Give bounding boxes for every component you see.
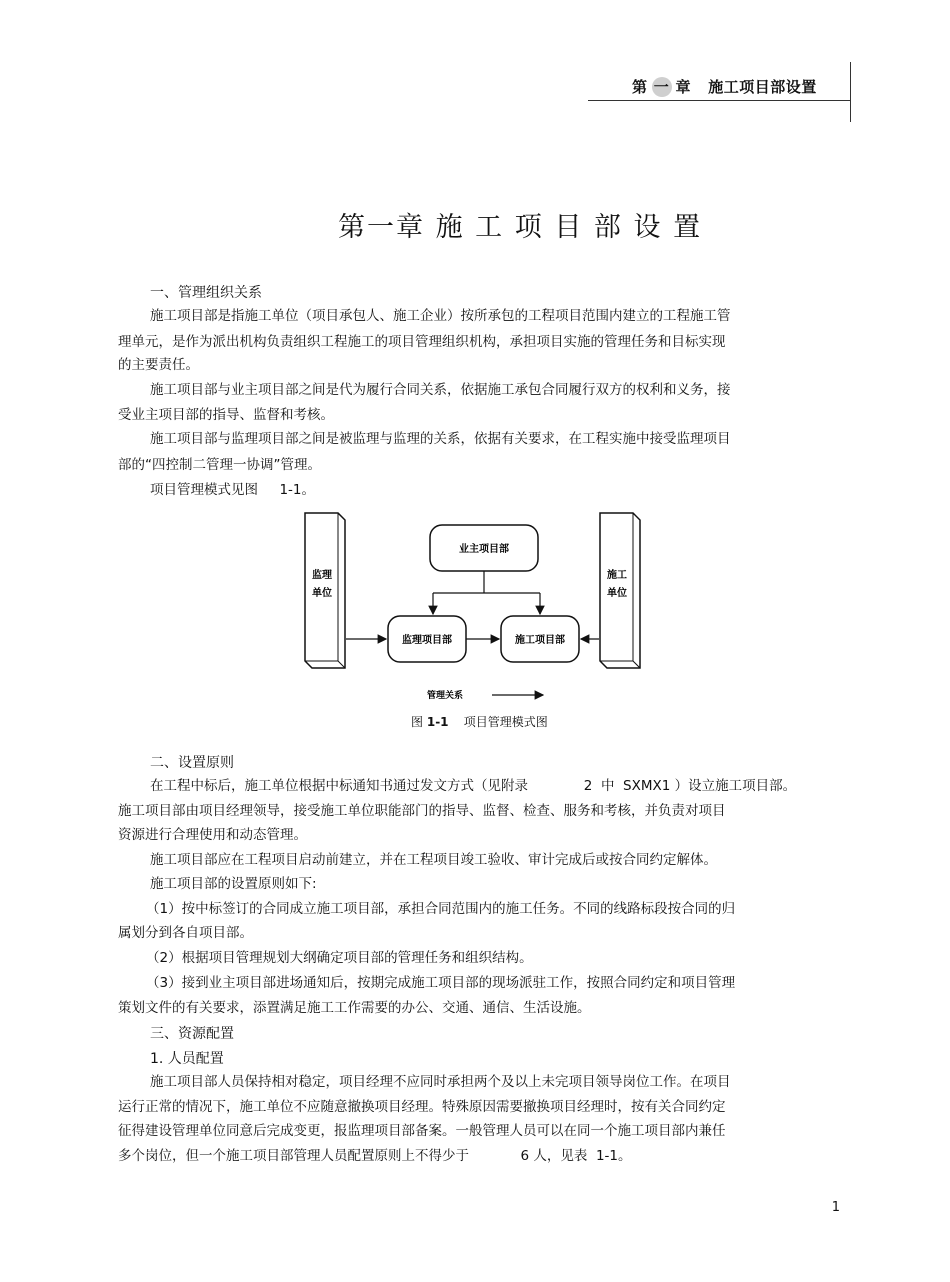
- owner-project-dept-box: [430, 525, 538, 571]
- header-chapter-number: 一: [652, 77, 672, 97]
- figure-caption-number: 1-1: [426, 715, 449, 729]
- paragraph-line: 施工项目部由项目经理领导，接受施工单位职能部门的指导、监督、检查、服务和考核，并负责对项目: [118, 803, 726, 819]
- diagram-legend-label: 管理关系: [426, 691, 463, 701]
- paragraph-line: 资源进行合理使用和动态管理。: [118, 827, 307, 843]
- supervision-unit-label-2: 单位: [312, 588, 332, 599]
- section-heading-3: 三、资源配置: [150, 1026, 234, 1042]
- page-title: 第一章 施 工 项 目 部 设 置: [338, 212, 703, 243]
- supervision-unit-box: [305, 513, 345, 668]
- header-chapter-prefix: 第: [632, 78, 648, 96]
- paragraph-line: 施工项目部的设置原则如下:: [150, 876, 317, 892]
- paragraph-line: 施工项目部应在工程项目启动前建立，并在工程项目竣工验收、审计完成后或按合同约定解体。: [150, 852, 717, 868]
- paragraph-line: 理单元，是作为派出机构负责组织工程施工的项目管理组织机构，承担项目实施的管理任务和目标实现: [118, 334, 726, 350]
- construction-unit-label-1: 施工: [607, 570, 627, 581]
- construction-unit-box: [600, 513, 640, 668]
- paragraph-line: 部的“四控制二管理一协调”管理。: [118, 457, 321, 473]
- header-chapter-suffix: 章: [675, 78, 692, 96]
- subsection-heading: 1. 人员配置: [150, 1051, 224, 1067]
- running-header: [632, 76, 817, 97]
- supervision-unit-label-1: 监理: [312, 570, 332, 581]
- construction-unit-label-2: 单位: [607, 588, 627, 599]
- list-item: （1）按中标签订的合同成立施工项目部，承担合同范围内的施工任务。不同的线路标段按合同的归: [146, 901, 736, 917]
- paragraph-line: 运行正常的情况下，施工单位不应随意撤换项目经理。特殊原因需要撤换项目经理时，按有关合同约定: [118, 1099, 726, 1115]
- construction-project-dept-box: [501, 616, 579, 662]
- header-vertical-rule: [850, 62, 851, 122]
- header-chapter-title: 施工项目部设置: [708, 78, 817, 96]
- paragraph-line: 多个岗位，但一个施工项目部管理人员配置原则上不得少于 6 人，见表 1-1。: [118, 1148, 632, 1164]
- supervision-project-dept-label: 监理项目部: [402, 635, 452, 646]
- paragraph-line: 在工程中标后，施工单位根据中标通知书通过发文方式（见附录 2 中 SXMX1 ）设立施工项目部。: [150, 778, 797, 794]
- paragraph-line: 受业主项目部的指导、监督和考核。: [118, 407, 334, 423]
- paragraph-line: 施工项目部与监理项目部之间是被监理与监理的关系，依据有关要求，在工程实施中接受监理项目: [150, 431, 731, 447]
- paragraph-line: 征得建设管理单位同意后完成变更，报监理项目部备案。一般管理人员可以在同一个施工项目部内兼任: [118, 1123, 726, 1139]
- figure-caption: [411, 713, 548, 730]
- management-model-diagram: [300, 508, 650, 703]
- figure-caption-prefix: 图: [411, 715, 424, 729]
- header-rule: [588, 100, 850, 101]
- paragraph-line: 项目管理模式见图 1-1。: [150, 482, 316, 498]
- list-item: 属划分到各自项目部。: [118, 925, 253, 941]
- list-item: （3）接到业主项目部进场通知后，按期完成施工项目部的现场派驻工作，按照合同约定和项目管理: [146, 975, 736, 991]
- paragraph-line: 施工项目部人员保持相对稳定，项目经理不应同时承担两个及以上未完项目领导岗位工作。在项目: [150, 1074, 731, 1090]
- paragraph-line: 的主要责任。: [118, 357, 199, 373]
- owner-project-dept-label: 业主项目部: [459, 544, 509, 555]
- paragraph-line: 施工项目部与业主项目部之间是代为履行合同关系，依据施工承包合同履行双方的权利和义务，接: [150, 382, 731, 398]
- figure-caption-text: 项目管理模式图: [463, 715, 548, 729]
- paragraph-line: 施工项目部是指施工单位（项目承包人、施工企业）按所承包的工程项目范围内建立的工程施工管: [150, 308, 731, 324]
- list-item: 策划文件的有关要求，添置满足施工工作需要的办公、交通、通信、生活设施。: [118, 1000, 591, 1016]
- list-item: （2）根据项目管理规划大纲确定项目部的管理任务和组织结构。: [146, 950, 533, 966]
- section-heading-1: 一、管理组织关系: [150, 285, 262, 301]
- construction-project-dept-label: 施工项目部: [515, 635, 565, 646]
- page-number: 1: [831, 1200, 840, 1215]
- section-heading-2: 二、设置原则: [150, 755, 234, 771]
- supervision-project-dept-box: [388, 616, 466, 662]
